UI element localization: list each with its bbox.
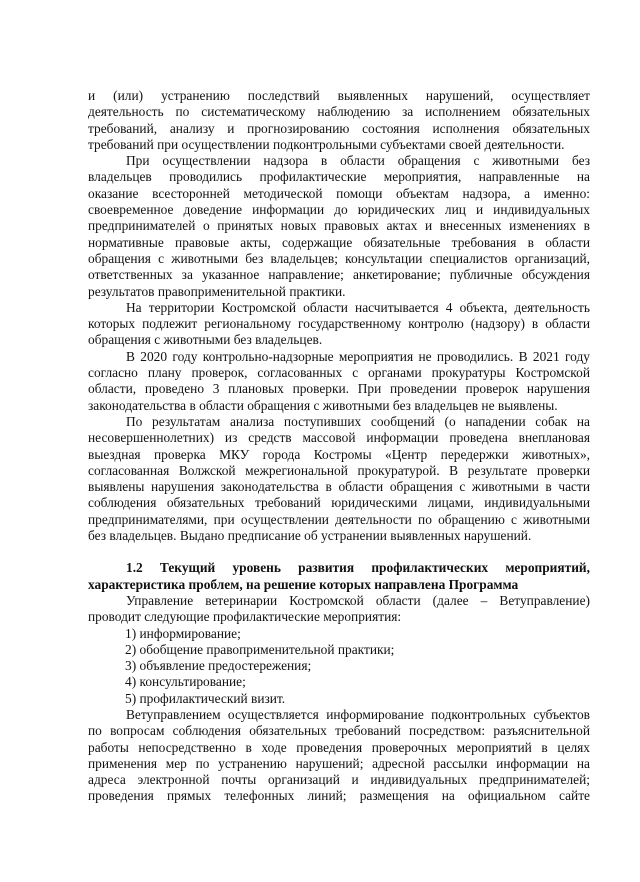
text-line: нормативные правовые акты, содержащие обязательные требования в области: [88, 234, 590, 250]
paragraph-unscheduled-inspection: [88, 414, 590, 544]
paragraph-continuation: [88, 88, 590, 153]
list-item: 1) информирование;: [125, 625, 241, 641]
section-heading: [88, 560, 590, 593]
paragraph-inspections: [88, 349, 590, 414]
text-line: обращения с животными без владельцев.: [88, 332, 323, 348]
text-line: предпринимателей о принятых новых правовых актах и внесенных изменениях в: [88, 218, 590, 234]
list-item: 4) консультирование;: [125, 674, 246, 690]
text-line: оказание всесторонней методической помощи объектам надзора, а именно:: [88, 185, 590, 201]
text-line: и (или) устранению последствий выявленных нарушений, осуществляет: [88, 88, 590, 103]
text-line: проводит следующие профилактические мероприятия:: [88, 609, 402, 625]
paragraph-prevention-measures: [88, 153, 590, 300]
paragraph-informing: [88, 707, 590, 805]
text-line: своевременное доведение информации до юридических лиц и индивидуальных: [88, 202, 590, 218]
text-line: адреса электронной почты организаций и индивидуальных предпринимателей;: [88, 772, 590, 788]
section-spacer: [88, 544, 590, 560]
text-line: согласованная Волжской межрегиональной прокуратурой. В результате проверки: [88, 462, 590, 478]
heading-line: 1.2 Текущий уровень развития профилактических мероприятий,: [126, 560, 590, 576]
text-line: По результатам анализа поступивших сообщений (о нападении собак на: [126, 413, 590, 429]
text-line: без владельцев. Выдано предписание об устранении выявленных нарушений.: [88, 528, 532, 544]
text-line: по вопросам соблюдения обязательных требований посредством: разъяснительной: [88, 723, 590, 739]
text-line: согласно плану проверок, согласованных с органами прокуратуры Костромской: [88, 365, 590, 381]
list-item: 3) объявление предостережения;: [125, 658, 312, 674]
text-line: деятельность по систематическому наблюдению за исполнением обязательных: [88, 104, 590, 120]
heading-line: характеристика проблем, на решение которых направлена Программа: [88, 576, 519, 592]
text-line: владельцев проводились профилактические мероприятия, направленные на: [88, 169, 590, 185]
text-line: проведения прямых телефонных линий; размещения на официальном сайте: [88, 788, 590, 804]
text-line: предпринимателями, при осуществлении деятельности по обращению с животными: [88, 511, 590, 527]
list-item: 5) профилактический визит.: [125, 690, 286, 706]
text-line: работы непосредственно в ходе проведения проверочных мероприятий в целях: [88, 739, 590, 755]
text-line: ответственных за указанное направление; анкетирование; публичные обсуждения: [88, 267, 590, 283]
text-line: применения мер по устранению нарушений; адресной рассылки информации на: [88, 755, 590, 771]
text-line: которых подлежит региональному государственному контролю (надзору) в области: [88, 316, 590, 332]
text-line: выездная проверка МКУ города Костромы «Центр передержки животных»,: [88, 446, 590, 462]
measures-list: [88, 626, 590, 707]
text-line: требований при осуществлении подконтрольными субъектами своей деятельности.: [88, 136, 565, 152]
text-line: выявлены нарушения законодательства в области обращения с животными в части: [88, 479, 590, 495]
paragraph-intro: [88, 593, 590, 626]
text-line: В 2020 году контрольно-надзорные мероприятия не проводились. В 2021 году: [126, 348, 590, 364]
text-line: При осуществлении надзора в области обращения с животными без: [126, 153, 590, 169]
text-line: результатов правоприменительной практики.: [88, 283, 346, 299]
text-line: требований, анализу и прогнозированию состояния исполнения обязательных: [88, 120, 590, 136]
text-line: На территории Костромской области насчитывается 4 объекта, деятельность: [126, 299, 590, 315]
paragraph-objects-count: [88, 300, 590, 349]
list-item: 2) обобщение правоприменительной практики;: [125, 641, 395, 657]
text-line: несовершеннолетних) из средств массовой информации проведена внеплановая: [88, 430, 590, 446]
text-line: соблюдения обязательных требований юридическими лицами, индивидуальными: [88, 495, 590, 511]
text-line: обращения с животными без владельцев; консультации специалистов организаций,: [88, 250, 590, 266]
text-line: Ветуправлением осуществляется информирование подконтрольных субъектов: [126, 706, 590, 722]
text-line: области, проведено 3 плановых проверки. При проведении проверок нарушения: [88, 381, 590, 397]
text-line: законодательства в области обращения с животными без владельцев не выявлены.: [88, 397, 558, 413]
text-line: Управление ветеринарии Костромской области (далее – Ветуправление): [126, 592, 590, 608]
